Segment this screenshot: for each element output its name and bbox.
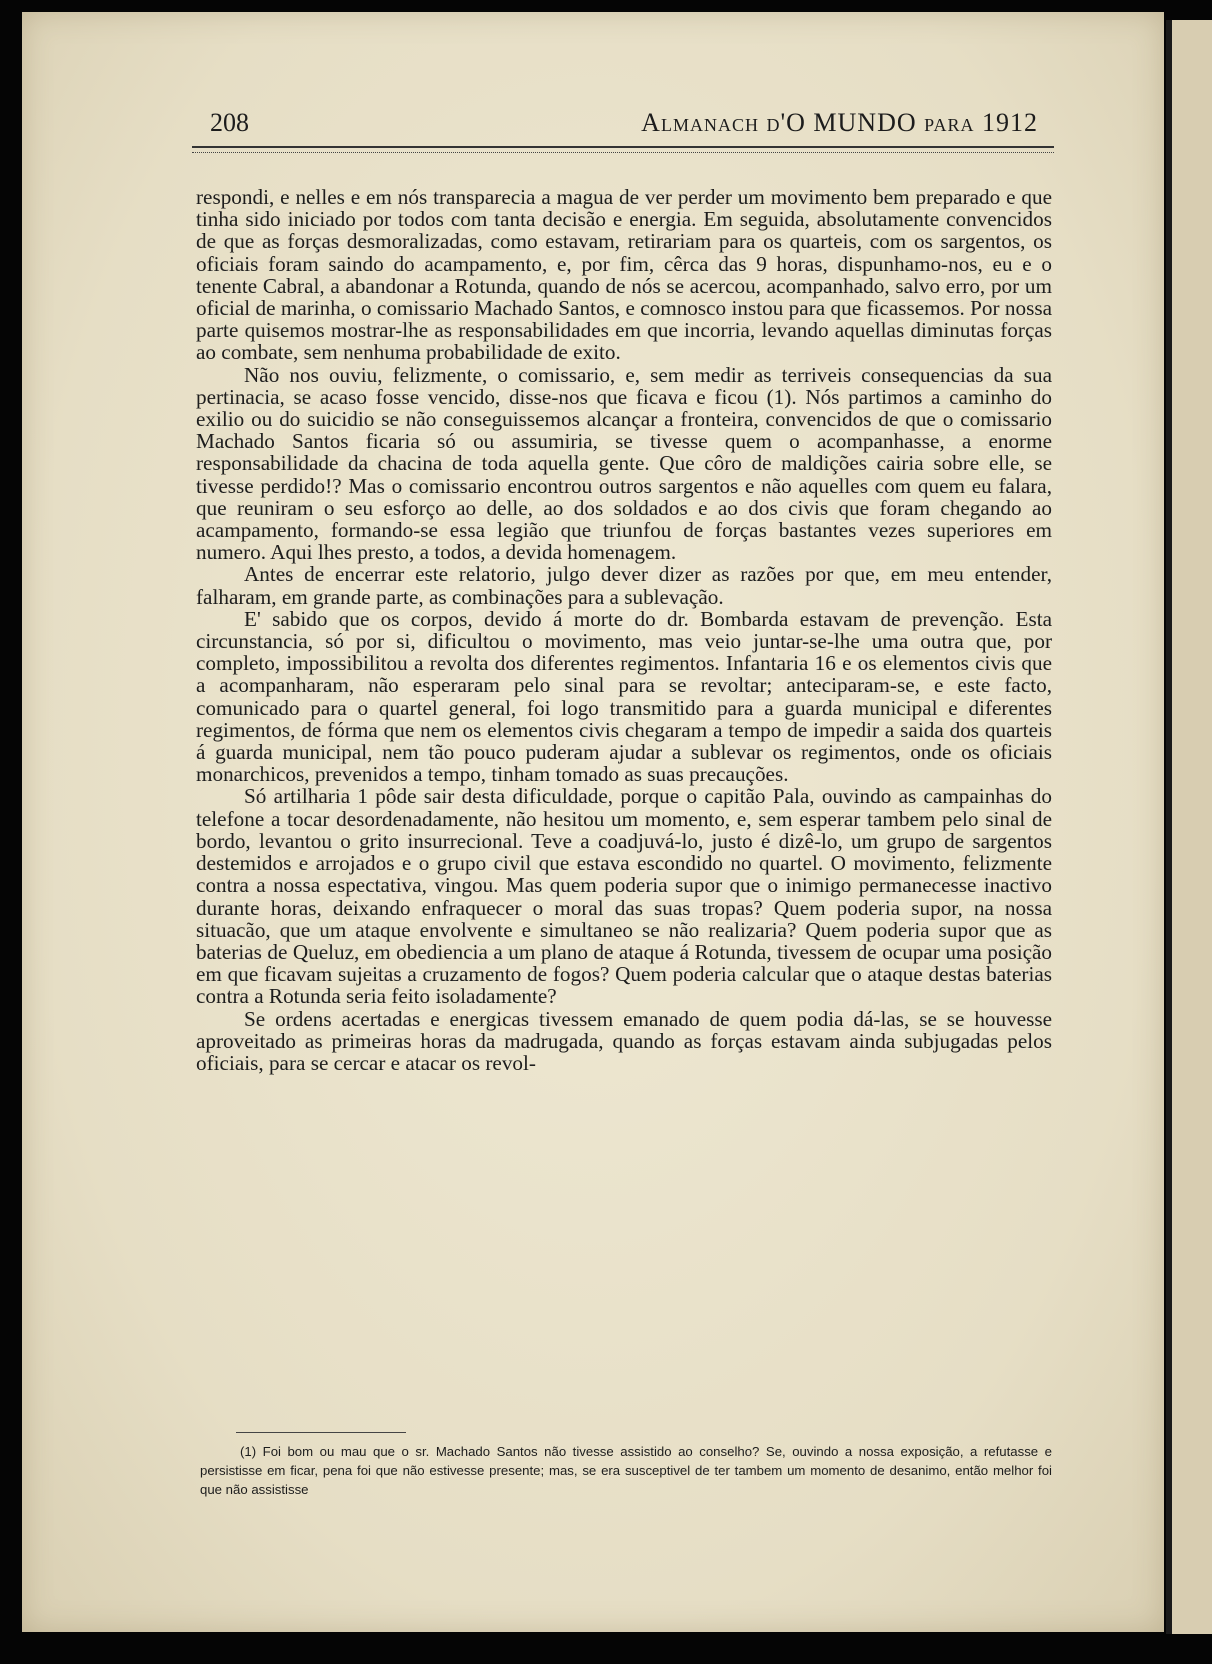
facing-page-edge — [1166, 20, 1212, 1634]
running-title: Almanach d'O MUNDO para 1912 — [641, 108, 1038, 137]
header-rule — [192, 146, 1054, 153]
page-number: 208 — [210, 108, 249, 137]
paragraph: Antes de encerrar este relatorio, julgo dever dizer as razões por que, em meu entender, falharam, em grande parte, as combinações para a sublevação. — [196, 562, 1052, 609]
paragraph: Não nos ouviu, felizmente, o comissario, e, sem medir as terriveis consequencias da sua pertinacia, se acaso fosse vencido, disse-nos que ficava e ficou (1). Nós partimos a caminho do exilio ou do suicidio se não conseguissemos alcançar a fronteira, convencidos de que o comissario Machado Santos ficaria só ou assumiria, se tivesse quem o acompanhasse, a enorme responsabilidade da chacina de toda aquella gente. Que côro de maldições cairia sobre elle, se tivesse perdido!? Mas o comissario encontrou outros sargentos e não aquelles com quem eu falara, que reuniram o seu esforço ao delle, ao dos soldados e ao dos civis que foram chegando ao acampamento, formando-se essa legião que triunfou de forças bastantes vezes superiores em numero. Aqui lhes presto, a todos, a devida homenagem. — [196, 362, 1052, 565]
page-header — [210, 108, 1040, 144]
paragraph: respondi, e nelles e em nós transparecia a magua de ver perder um movimento bem preparado e que tinha sido iniciado por todos com tanta decisão e energia. Em seguida, absolutamente convencidos de que as forças desmoralizadas, como estavam, retirariam para os quarteis, com os sargentos, os oficiais foram saindo do acampamento, e, por fim, cêrca das 9 horas, dispunhamo-nos, eu e o tenente Cabral, a abandonar a Rotunda, quando de nós se acercou, acompanhado, salvo erro, por um oficial de marinha, o comissario Machado Santos, e comnosco instou para que ficassemos. Por nossa parte quisemos mostrar-lhe as responsabilidades em que incorria, levando aquellas diminutas forças ao combate, sem nenhuma probabilidade de exito. — [196, 185, 1052, 365]
body-text — [196, 186, 1052, 1074]
paragraph: Só artilharia 1 pôde sair desta dificuldade, porque o capitão Pala, ouvindo as campainhas do telefone a tocar desordenadamente, não hesitou um momento, e, sem esperar tambem pelo sinal de bordo, levantou o grito insurrecional. Teve a coadjuvá-lo, justo é dizê-lo, um grupo de sargentos destemidos e arrojados e o grupo civil que estava escondido no quartel. O movimento, felizmente contra a nossa espectativa, vingou. Mas quem poderia supor que o inimigo permanecesse inactivo durante horas, deixando enfraquecer o moral das suas tropas? Quem poderia supor, na nossa situacão, que um ataque envolvente e simultaneo se não realizaria? Quem poderia supor que as baterias de Queluz, em obediencia a um plano de ataque á Rotunda, tivessem de ocupar uma posição em que ficavam sujeitas a cruzamento de fogos? Quem poderia calcular que o ataque destas baterias contra a Rotunda seria feito isoladamente? — [196, 784, 1052, 1009]
paragraph: E' sabido que os corpos, devido á morte do dr. Bombarda estavam de prevenção. Esta circunstancia, só por si, dificultou o movimento, mas veio juntar-se-lhe uma outra que, por completo, impossibilitou a revolta dos diferentes regimentos. Infantaria 16 e os elementos civis que a acompanharam, não esperaram pelo sinal para se revoltar; anteciparam-se, e este facto, comunicado para o quartel general, foi logo transmitido para a guarda municipal e diferentes regimentos, de fórma que nem os elementos civis chegaram a tempo de impedir a saida dos quarteis á guarda municipal, nem tão pouco puderam ajudar a sublevar os regimentos, onde os oficiais monarchicos, prevenidos a tempo, tinham tomado as suas precauções. — [196, 606, 1052, 787]
paragraph: Se ordens acertadas e energicas tivessem emanado de quem podia dá-las, se se houvesse aproveitado as primeiras horas da madrugada, quando as forças estavam ainda subjugadas pelos oficiais, para se cercar e atacar os revol- — [196, 1006, 1052, 1075]
footnote: (1) Foi bom ou mau que o sr. Machado Santos não tivesse assistido ao conselho? Se, ouvindo a nossa exposição, a refutasse e persistisse em ficar, pena foi que não estivesse presente; mas, se era susceptivel de ter tambem um momento de desanimo, então melhor foi que não assistisse — [200, 1444, 1052, 1497]
footnote-rule — [236, 1432, 406, 1433]
